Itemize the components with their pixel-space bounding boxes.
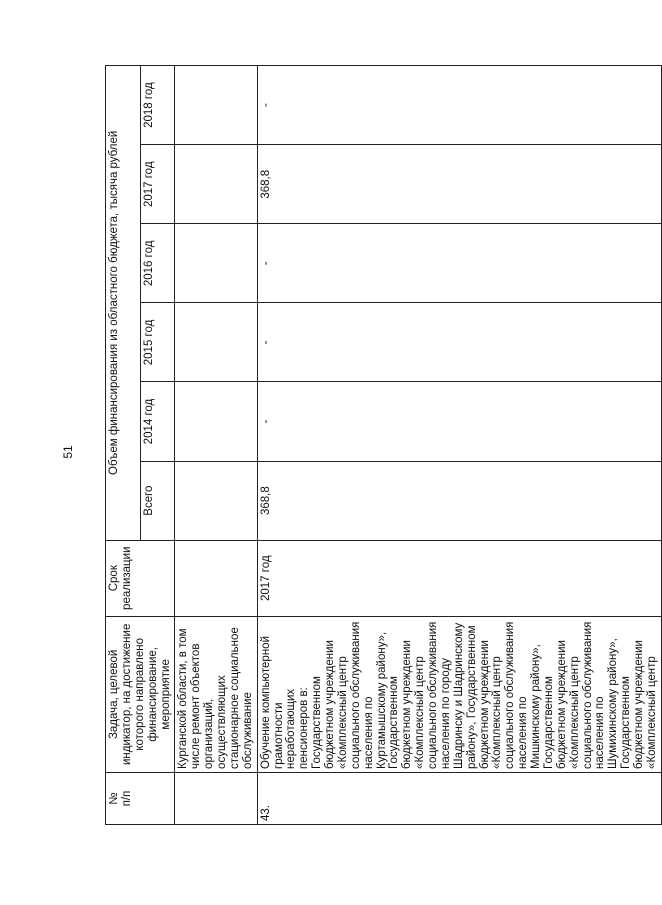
cell-value — [175, 461, 257, 540]
cell-value — [175, 145, 257, 224]
cell-num: 43. — [257, 772, 661, 824]
cell-task: Обучение компьютерной грамотности неработающих пенсионеров в: Государственном бюджетном учреждении «Комплексный центр социального обслуживания населения по Куртамышскому району», Государственном бюджетном учреждении «Комплексный центр социального обслуживания населения по городу Шадринску и Шадринскому району», Государственном бюджетном учреждении «Комплексный центр социального обслуживания населения по Мишкинскому району», Государственном бюджетном учреждении «Комплексный центр социального обслуживания населения по Шумихинскому району», Государственном бюджетном учреждении «Комплексный центр — [257, 616, 661, 772]
header-year-2017: 2017 год — [140, 145, 175, 224]
cell-num — [175, 772, 257, 824]
header-year-2014: 2014 год — [140, 382, 175, 461]
cell-value: - — [257, 382, 661, 461]
cell-value: 368,8 — [257, 461, 661, 540]
header-term: Срок реализации — [106, 540, 175, 616]
header-row-1 — [106, 66, 141, 825]
table-row — [175, 66, 257, 825]
cell-term — [175, 540, 257, 616]
page-number: 51 — [61, 445, 75, 459]
header-year-2016: 2016 год — [140, 224, 175, 303]
cell-value: - — [257, 66, 661, 145]
header-funding-group: Объем финансирования из областного бюджета, тысяча рублей — [106, 66, 141, 541]
funding-table — [105, 65, 662, 825]
header-year-2015: 2015 год — [140, 303, 175, 382]
cell-value — [175, 382, 257, 461]
header-year-2018: 2018 год — [140, 66, 175, 145]
cell-value: 368,8 — [257, 145, 661, 224]
cell-value — [175, 224, 257, 303]
rotated-table-container — [105, 65, 658, 825]
cell-task: Курганской области, в том числе ремонт объектов организаций, осуществляющих стационарное социальное обслуживание — [175, 616, 257, 772]
cell-value: - — [257, 303, 661, 382]
cell-term: 2017 год — [257, 540, 661, 616]
header-num: № п/п — [106, 772, 175, 824]
header-year-total: Всего — [140, 461, 175, 540]
cell-value: - — [257, 224, 661, 303]
table-row — [257, 66, 661, 825]
cell-value — [175, 303, 257, 382]
cell-value — [175, 66, 257, 145]
header-task: Задача, целевой индикатор, на достижение которого направлено финансирование, мероприятие — [106, 616, 175, 772]
